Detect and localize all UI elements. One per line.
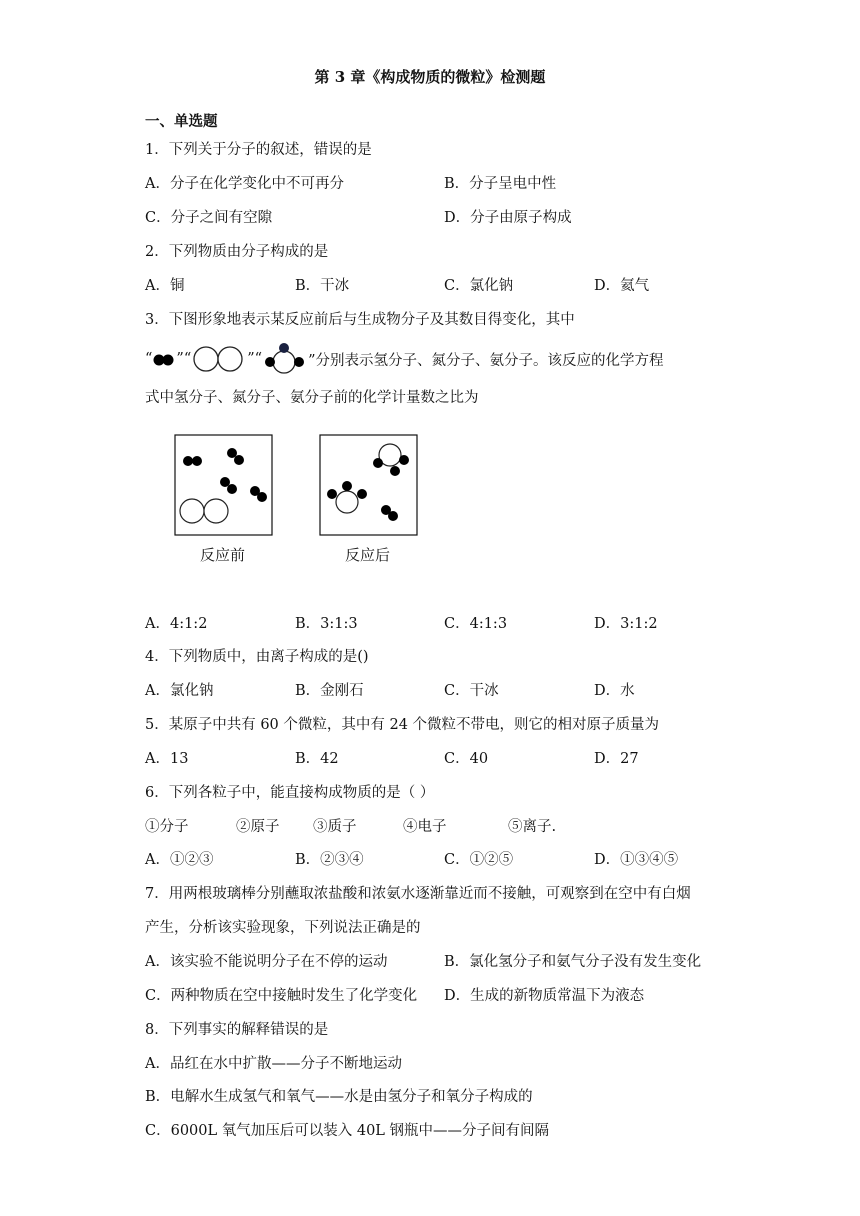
- q6-item-3: ③质子: [313, 819, 357, 835]
- q2-option-d: D．氦气: [594, 278, 650, 294]
- q8-option-b: B．电解水生成氢气和氧气——水是由氢分子和氧分子构成的: [145, 1089, 533, 1105]
- q6-option-d: D．①③④⑤: [594, 852, 679, 868]
- question-2-stem: 2．下列物质由分子构成的是: [145, 244, 329, 260]
- question-5-stem: 5．某原子中共有 60 个微粒，其中有 24 个微粒不带电，则它的相对原子质量为: [145, 717, 660, 733]
- q6-item-2: ②原子: [236, 819, 280, 835]
- q2-option-a: A．铜: [145, 278, 185, 294]
- q7-option-b: B．氯化氢分子和氨气分子没有发生变化: [444, 954, 702, 970]
- q3-option-c: C．4:1:3: [444, 616, 508, 632]
- hydrogen-molecule-icon: [152, 351, 176, 367]
- q4-option-d: D．水: [594, 683, 635, 699]
- q6-option-b: B．②③④: [295, 852, 364, 868]
- q5-option-a: A．13: [145, 751, 189, 767]
- legend-text: ”分别表示氢分子、氮分子、氨分子。该反应的化学方程: [308, 352, 664, 369]
- q7-option-c: C．两种物质在空中接触时发生了化学变化: [145, 988, 418, 1004]
- q3-option-a: A．4:1:2: [145, 616, 208, 632]
- section-heading: 一、单选题: [145, 113, 218, 130]
- legend-quote: ”“: [176, 351, 192, 367]
- q8-option-a: A．品红在水中扩散——分子不断地运动: [145, 1056, 402, 1072]
- q5-option-b: B．42: [295, 751, 339, 767]
- q1-option-d: D．分子由原子构成: [444, 210, 572, 226]
- q5-option-d: D．27: [594, 751, 639, 767]
- molecule-legend: [145, 346, 664, 372]
- nitrogen-molecule-icon: [191, 344, 247, 374]
- q7-option-d: D．生成的新物质常温下为液态: [444, 988, 645, 1004]
- q2-option-b: B．干冰: [295, 278, 350, 294]
- q4-option-c: C．干冰: [444, 683, 499, 699]
- label-after: 反应后: [345, 546, 391, 564]
- question-8-stem: 8．下列事实的解释错误的是: [145, 1022, 329, 1038]
- q6-item-5: ⑤离子.: [508, 819, 557, 835]
- q6-item-4: ④电子: [403, 819, 447, 835]
- page-title: 第 3 章《构成物质的微粒》检测题: [314, 68, 546, 86]
- q1-option-a: A．分子在化学变化中不可再分: [145, 176, 344, 192]
- question-7-stem-cont: 产生，分析该实验现象，下列说法正确是的: [145, 920, 421, 936]
- question-3-stem-cont: 式中氢分子、氮分子、氨分子前的化学计量数之比为: [145, 390, 479, 406]
- q8-option-c: C．6000L 氧气加压后可以装入 40L 钢瓶中——分子间有间隔: [145, 1123, 550, 1139]
- q1-option-b: B．分子呈电中性: [444, 176, 557, 192]
- q3-option-b: B．3:1:3: [295, 616, 358, 632]
- q4-option-a: A．氯化钠: [145, 683, 214, 699]
- question-4-stem: 4．下列物质中，由离子构成的是(): [145, 649, 369, 665]
- question-1-stem: 1．下列关于分子的叙述，错误的是: [145, 142, 372, 158]
- question-7-stem: 7．用两根玻璃棒分别蘸取浓盐酸和浓氨水逐渐靠近而不接触，可观察到在空中有白烟: [145, 886, 691, 902]
- q4-option-b: B．金刚石: [295, 683, 364, 699]
- q6-item-1: ①分子: [145, 819, 189, 835]
- ammonia-molecule-icon: [262, 342, 308, 376]
- q1-option-c: C．分子之间有空隙: [145, 210, 273, 226]
- label-before: 反应前: [200, 546, 246, 564]
- q6-option-a: A．①②③: [145, 852, 214, 868]
- q6-option-c: C．①②⑤: [444, 852, 514, 868]
- q5-option-c: C．40: [444, 751, 489, 767]
- legend-quote: ”“: [247, 351, 263, 367]
- q2-option-c: C．氯化钠: [444, 278, 514, 294]
- after-box: [320, 435, 417, 535]
- question-6-stem: 6．下列各粒子中，能直接构成物质的是（ ）: [145, 785, 435, 801]
- q3-option-d: D．3:1:2: [594, 616, 658, 632]
- legend-quote: “: [145, 351, 153, 367]
- question-3-stem: 3．下图形象地表示某反应前后与生成物分子及其数目得变化，其中: [145, 312, 575, 328]
- q7-option-a: A．该实验不能说明分子在不停的运动: [145, 954, 388, 970]
